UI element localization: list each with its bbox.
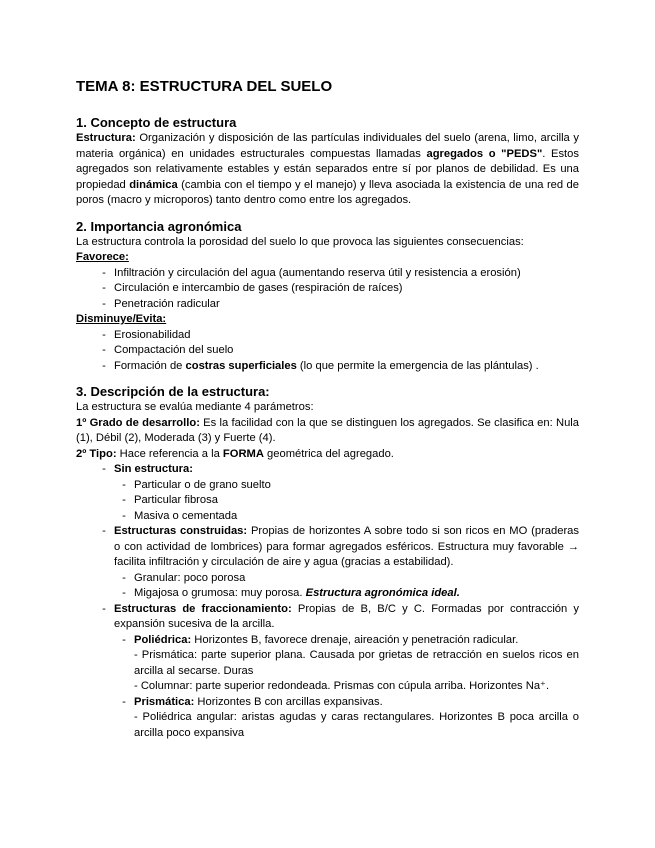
list-item-poliedrica: - Poliédrica: Horizontes B, favorece drenaje, aireación y penetración radicular. - Prismática: parte superior plana. Causada por grietas de retracción en suelos ricos en arcilla al secarse. Duras - Columnar: parte superior redondeada. Prismas con cúpula arriba. Horizontes Na⁺. [122,633,579,692]
term-label: Estructura: [76,132,136,144]
list-item: - Masiva o cementada [122,509,238,522]
paragraph-tipo: 2º Tipo: Hace referencia a la FORMA geométrica del agregado. [76,447,394,460]
list-item-fraccionamiento: - Estructuras de fraccionamiento: Propias de B, B/C y C. Formadas por contracción y expansión sucesiva de la arcilla. [102,602,580,630]
list-item: - Circulación e intercambio de gases (respiración de raíces) [102,282,403,294]
text-span: . Estos agregados son relativamente estables y están separados entre sí por planos de debilidad. Es una propiedad [76,147,579,191]
page-title: TEMA 8: ESTRUCTURA DEL SUELO [76,78,333,95]
section-concepto [76,115,579,209]
list-item: - Erosionabilidad [102,328,191,341]
list-item: - Migajosa o grumosa: muy porosa. Estructura agronómica ideal. [122,587,460,599]
section-heading: 2. Importancia agronómica [76,218,242,234]
favorece-label: Favorece: [76,251,129,263]
section-heading: 3. Descripción de la estructura: [76,384,270,399]
section-importancia [76,219,579,375]
disminuye-label: Disminuye/Evita: [76,313,167,325]
list-item: - Formación de costras superficiales (lo que permite la emergencia de las plántulas) . [102,359,539,372]
paragraph-grado: 1º Grado de desarrollo: Es la facilidad con la que se distinguen los agregados. Se clasifica en: Nula (1), Débil (2), Moderada (3) y Fuerte (4). [76,416,579,444]
bold-term: agregados o "PEDS" [426,147,543,160]
list-item-construidas: - Estructuras construidas: Propias de horizontes A sobre todo si son ricos en MO (praderas o con actividad de lombrices) para formar agregados esféricos. Estructura muy favorable → facilita infiltración y circulación de aire y agua (gracias a estabilidad). [102,525,579,568]
paragraph-estructura [76,131,579,209]
paragraph-intro: La estructura controla la porosidad del suelo lo que provoca las siguientes consecuencias: [76,235,524,248]
section-descripcion [76,384,579,741]
list-item: - Particular fibrosa [122,494,218,506]
list-item-prismatica: - Prismática: Horizontes B con arcillas expansivas. - Poliédrica angular: aristas agudas y caras rectangulares. Horizontes B poca arcilla o arcilla poco expansiva [122,695,579,739]
list-item-sin-estructura: - Sin estructura: [102,463,193,475]
paragraph-intro: La estructura se evalúa mediante 4 parámetros: [76,401,314,413]
list-item: - Particular o de grano suelto [122,478,271,491]
bold-term: dinámica [129,178,178,191]
text-span: Organización y disposición de las partículas individuales del suelo (arena, limo, arcilla y materia orgánica) en unidades estructurales compuestas llamadas [76,132,579,160]
list-item: - Granular: poco porosa [122,571,246,584]
text-span: (cambia con el tiempo y el manejo) y lleva asociada la existencia de una red de poros (macro y microporos) tanto dentro como entre los agregados. [76,178,579,206]
document-page [76,78,579,751]
list-item: - Compactación del suelo [102,344,234,356]
list-item: - Infiltración y circulación del agua (aumentando reserva útil y resistencia a erosión) [102,266,521,279]
section-heading: 1. Concepto de estructura [76,115,237,130]
list-item: - Penetración radicular [102,297,220,310]
